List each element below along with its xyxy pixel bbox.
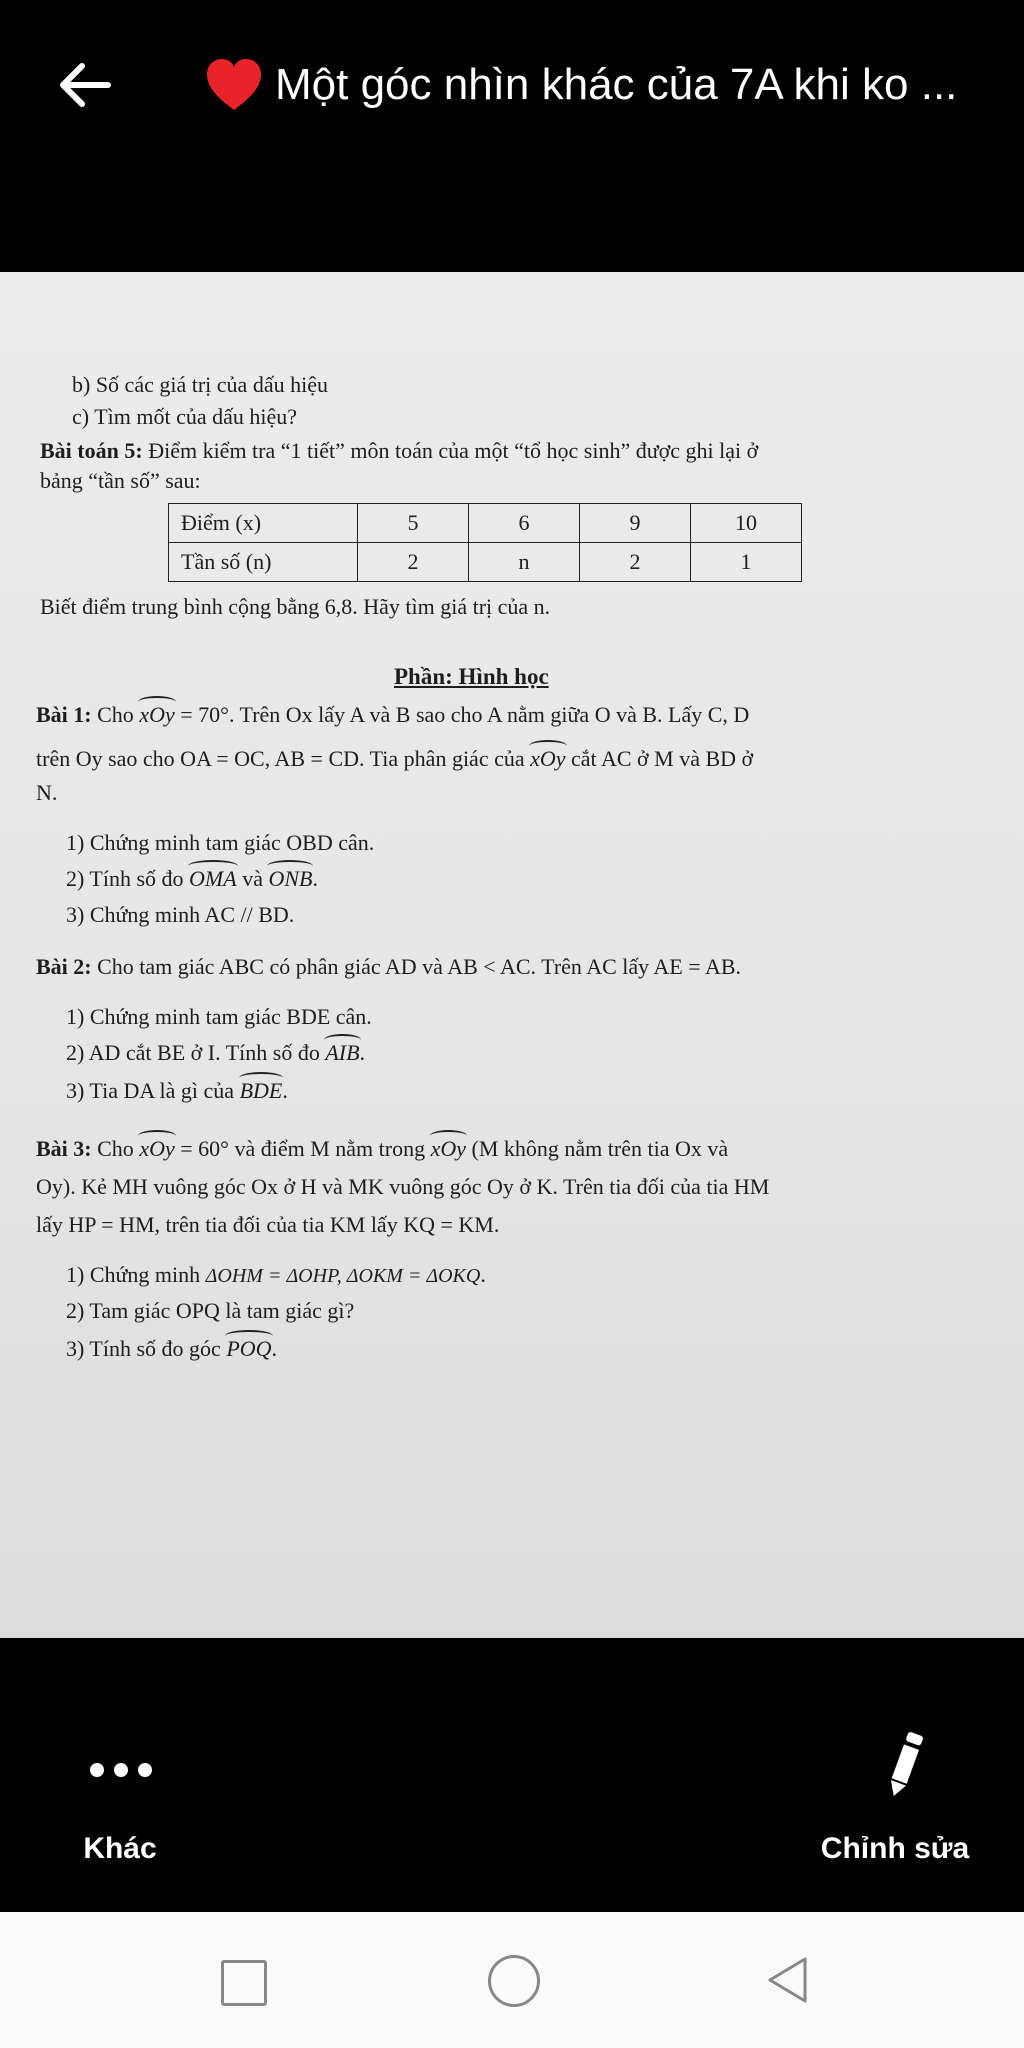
b1-q1: 1) Chứng minh tam giác OBD cân.: [66, 830, 375, 855]
b1-line2: trên Oy sao cho OA = OC, AB = CD. Tia phân giác của xOy cắt AC ở M và BD ở: [36, 746, 754, 771]
table-cell: 5: [358, 504, 469, 543]
edit-button-label[interactable]: Chỉnh sửa: [820, 1832, 970, 1865]
back-triangle-icon[interactable]: [765, 1955, 809, 2005]
b3-q2: 2) Tam giác OPQ là tam giác gì?: [66, 1298, 355, 1323]
post-title-container: [205, 55, 995, 115]
table-cell: 6: [469, 504, 580, 543]
table-cell: n: [469, 543, 580, 582]
b1-line1: Bài 1: Cho xOy = 70°. Trên Ox lấy A và B sao cho A nằm giữa O và B. Lấy C, D: [36, 702, 750, 727]
b3-line1: Bài 3: Cho xOy = 60° và điểm M nằm trong xOy (M không nằm trên tia Ox và: [36, 1136, 729, 1161]
table-cell: 2: [358, 543, 469, 582]
b1-q2: 2) Tính số đo OMA và ONB.: [66, 866, 318, 891]
b3-line3: lấy HP = HM, trên tia đối của tia KM lấy KQ = KM.: [36, 1212, 500, 1237]
pencil-icon[interactable]: [880, 1728, 930, 1802]
table-cell: 2: [580, 543, 691, 582]
table-row: [169, 543, 802, 582]
back-arrow-icon[interactable]: [50, 50, 120, 120]
b3-q3: 3) Tính số đo góc POQ.: [66, 1336, 278, 1361]
table-row: [169, 504, 802, 543]
home-circle-icon[interactable]: [488, 1955, 540, 2007]
section-title: Phần: Hình học: [394, 664, 549, 689]
heart-icon: [205, 58, 263, 112]
problem-5-condition: Biết điểm trung bình cộng bằng 6,8. Hãy tìm giá trị của n.: [40, 594, 551, 619]
b2-line1: Bài 2: Cho tam giác ABC có phân giác AD và AB < AC. Trên AC lấy AE = AB.: [36, 954, 742, 979]
more-dots-icon[interactable]: [88, 1755, 158, 1785]
problem-5-line2: bảng “tần số” sau:: [40, 468, 201, 493]
table-cell: 9: [580, 504, 691, 543]
table-cell: 10: [691, 504, 802, 543]
b2-q2: 2) AD cắt BE ở I. Tính số đo AIB.: [66, 1040, 366, 1065]
b3-line2: Oy). Kẻ MH vuông góc Ox ở H và MK vuông góc Oy ở K. Trên tia đối của tia HM: [36, 1174, 770, 1199]
b3-q1: 1) Chứng minh ΔOHM = ΔOHP, ΔOKM = ΔOKQ.: [66, 1262, 486, 1287]
problem-5-line1: Bài toán 5: Điểm kiểm tra “1 tiết” môn toán của một “tổ học sinh” được ghi lại ở: [40, 438, 759, 463]
document-page: [0, 272, 1024, 1638]
b1-q3: 3) Chứng minh AC // BD.: [66, 902, 295, 927]
recents-square-icon[interactable]: [221, 1960, 267, 2006]
table-header-cell: Tần số (n): [169, 543, 358, 582]
frequency-table: [168, 503, 802, 582]
question-c: c) Tìm mốt của dấu hiệu?: [72, 404, 298, 429]
question-b: b) Số các giá trị của dấu hiệu: [72, 372, 328, 397]
table-cell: 1: [691, 543, 802, 582]
top-bar: [0, 0, 1024, 272]
b2-q1: 1) Chứng minh tam giác BDE cân.: [66, 1004, 372, 1029]
b2-q3: 3) Tia DA là gì của BDE.: [66, 1078, 288, 1103]
table-header-cell: Điểm (x): [169, 504, 358, 543]
more-button-label[interactable]: Khác: [83, 1832, 157, 1865]
photo-viewer[interactable]: [0, 272, 1024, 1638]
post-title: Một góc nhìn khác của 7A khi ko ...: [275, 60, 958, 109]
b1-line3: N.: [36, 780, 58, 805]
